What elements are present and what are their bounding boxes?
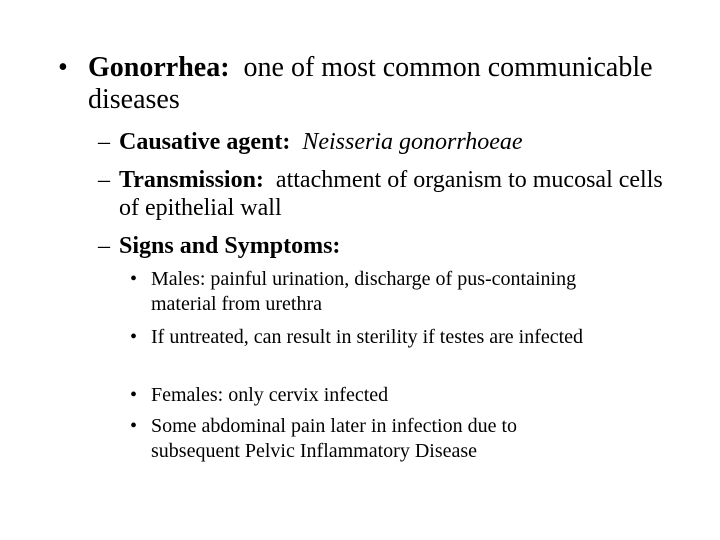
dash-icon: – [98, 129, 110, 155]
sub-bullet-text [119, 232, 678, 260]
main-bullet [58, 52, 678, 116]
main-bullet-text [88, 52, 678, 116]
sub-bullet-causative-agent [98, 128, 678, 156]
bullet-icon: • [130, 415, 138, 437]
main-description: one of most common communicable diseases [88, 52, 653, 115]
symptom-item-males [130, 267, 610, 317]
symptom-text: Males: painful urination, discharge of pus-containing material from urethra [151, 268, 577, 315]
dash-icon: – [98, 167, 110, 193]
bullet-icon: • [130, 384, 138, 406]
sub-bullet-label: Transmission: [119, 167, 264, 193]
dash-icon: – [98, 233, 110, 259]
symptom-item-untreated [130, 325, 610, 350]
sub-bullet-signs-symptoms [98, 232, 678, 260]
sub-bullet-text [119, 128, 678, 156]
sub-bullet-text [119, 166, 678, 222]
symptom-text: Some abdominal pain later in infection due to subsequent Pelvic Inflammatory Disease [151, 415, 518, 462]
main-term: Gonorrhea: [88, 52, 230, 83]
symptom-text: Females: only cervix infected [151, 384, 389, 406]
sub-bullet-transmission [98, 166, 678, 222]
sub-bullet-label: Signs and Symptoms: [119, 233, 341, 259]
symptom-text: If untreated, can result in sterility if testes are infected [151, 326, 584, 348]
sub-bullet-label: Causative agent: [119, 129, 291, 155]
bullet-icon: • [130, 268, 138, 290]
symptom-item-females [130, 383, 610, 408]
bullet-icon: • [130, 326, 138, 348]
sub-bullet-value: attachment of organism to mucosal cells of epithelial wall [119, 167, 663, 221]
symptom-item-abdominal-pain [130, 414, 610, 464]
bullet-icon: • [58, 52, 68, 83]
sub-bullet-value: Neisseria gonorrhoeae [302, 129, 523, 155]
